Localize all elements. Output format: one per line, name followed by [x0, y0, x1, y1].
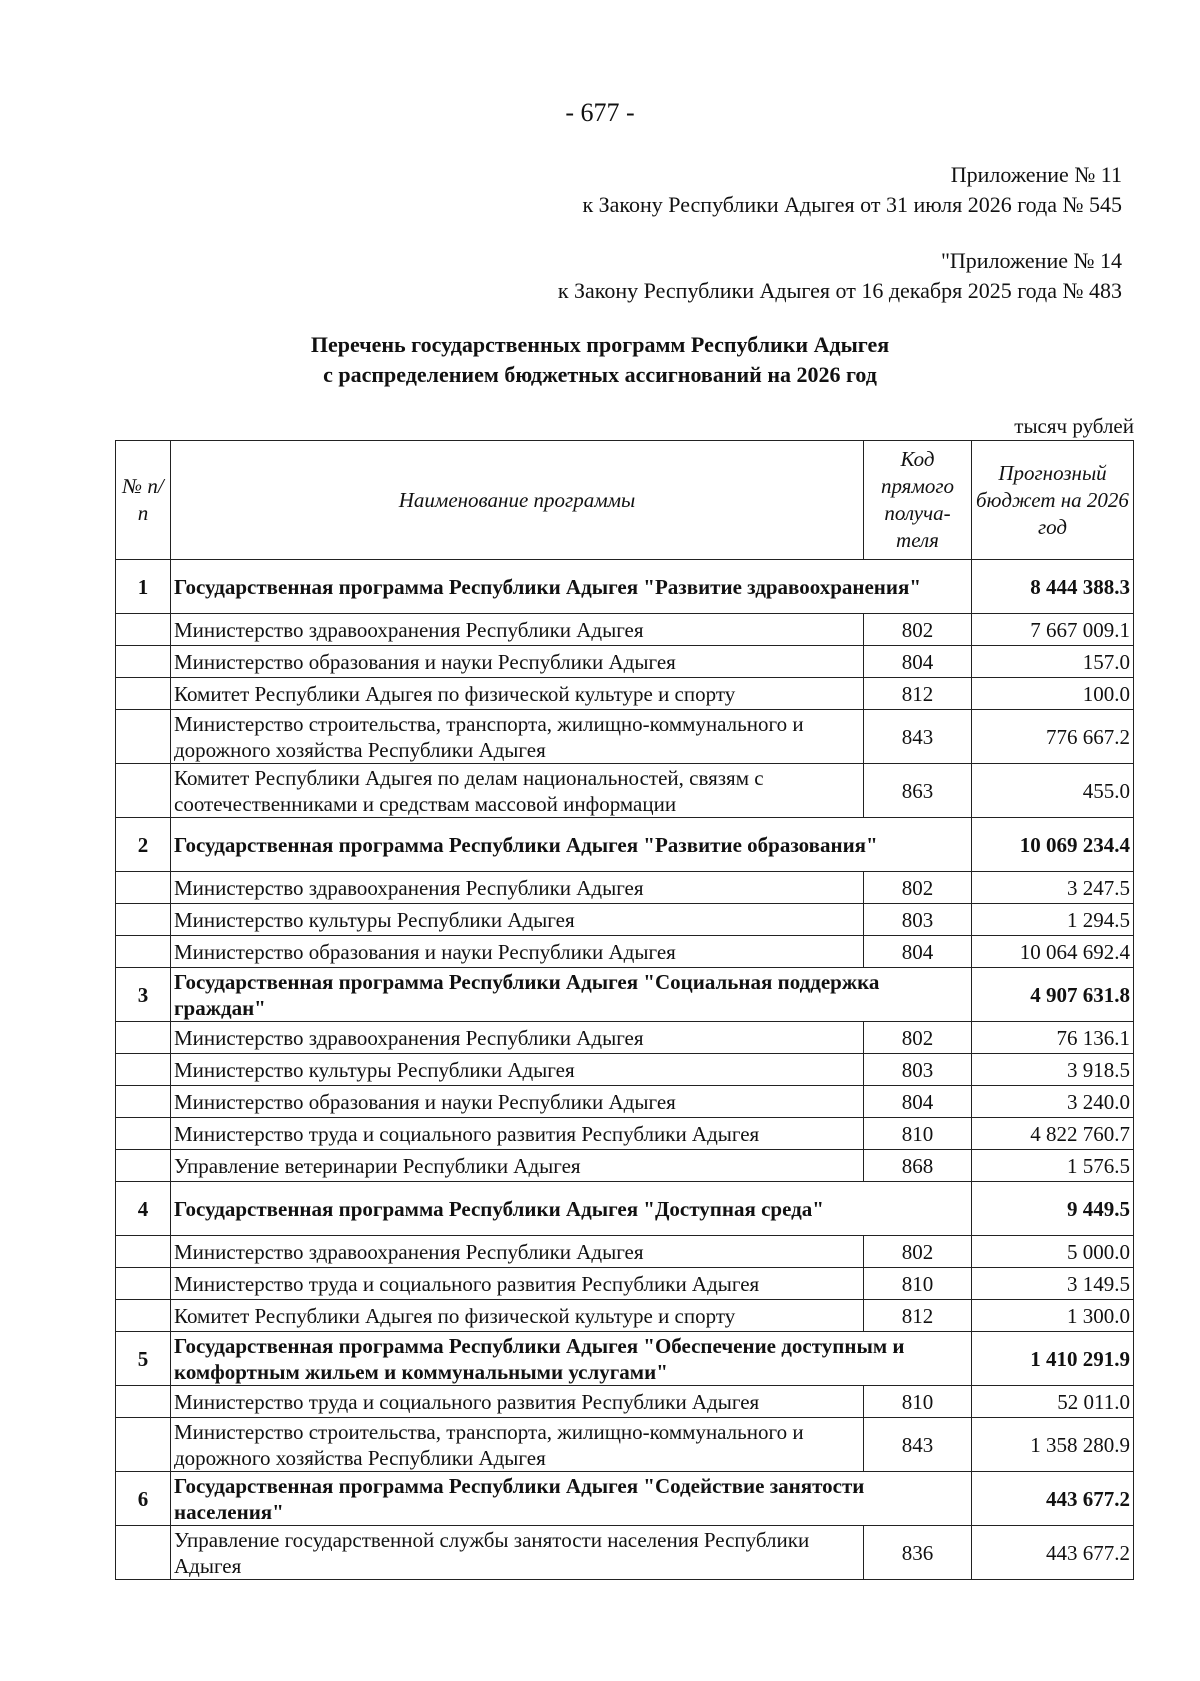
program-number: 5	[116, 1332, 171, 1386]
recipient-code: 863	[864, 764, 972, 818]
appendix-previous-line1: "Приложение № 14	[940, 248, 1122, 273]
appendix-current-line1: Приложение № 11	[950, 162, 1122, 187]
recipient-row	[116, 1526, 1134, 1580]
recipient-code: 868	[864, 1150, 972, 1182]
recipient-number	[116, 764, 171, 818]
recipient-number	[116, 1386, 171, 1418]
page-number: - 677 -	[565, 98, 635, 127]
recipient-row	[116, 1054, 1134, 1086]
recipient-amount: 7 667 009.1	[972, 614, 1134, 646]
recipient-number	[116, 646, 171, 678]
units-label: тысяч рублей	[1014, 414, 1134, 438]
recipient-name: Министерство культуры Республики Адыгея	[171, 904, 864, 936]
recipient-name: Министерство образования и науки Республики Адыгея	[171, 936, 864, 968]
recipient-amount: 5 000.0	[972, 1236, 1134, 1268]
recipient-row	[116, 678, 1134, 710]
recipient-number	[116, 1526, 171, 1580]
recipient-amount: 455.0	[972, 764, 1134, 818]
header-program-name: Наименование программы	[171, 441, 864, 560]
recipient-number	[116, 1022, 171, 1054]
recipient-amount: 4 822 760.7	[972, 1118, 1134, 1150]
program-name: Государственная программа Республики Адыгея "Обеспечение доступным и комфортным жильем и коммунальными услугами"	[171, 1332, 972, 1386]
recipient-name: Министерство строительства, транспорта, жилищно-коммунального и дорожного хозяйства Республики Адыгея	[171, 710, 864, 764]
recipient-row	[116, 646, 1134, 678]
appendix-current-line2: к Закону Республики Адыгея от 31 июля 2026 года № 545	[582, 192, 1122, 217]
recipient-amount: 3 918.5	[972, 1054, 1134, 1086]
recipient-amount: 3 247.5	[972, 872, 1134, 904]
recipient-row	[116, 904, 1134, 936]
recipient-amount: 776 667.2	[972, 710, 1134, 764]
program-number: 6	[116, 1472, 171, 1526]
appendix-previous-line2: к Закону Республики Адыгея от 16 декабря 2025 года № 483	[557, 278, 1122, 303]
program-number: 4	[116, 1182, 171, 1236]
recipient-name: Комитет Республики Адыгея по физической культуре и спорту	[171, 678, 864, 710]
appendix-current-reference	[582, 160, 1122, 220]
recipient-amount: 3 149.5	[972, 1268, 1134, 1300]
program-budget: 4 907 631.8	[972, 968, 1134, 1022]
recipient-number	[116, 614, 171, 646]
recipient-code: 802	[864, 872, 972, 904]
recipient-number	[116, 1054, 171, 1086]
recipient-amount: 3 240.0	[972, 1086, 1134, 1118]
program-budget: 10 069 234.4	[972, 818, 1134, 872]
recipient-code: 843	[864, 710, 972, 764]
recipient-code: 804	[864, 936, 972, 968]
recipient-row	[116, 1236, 1134, 1268]
recipient-number	[116, 1418, 171, 1472]
recipient-name: Министерство строительства, транспорта, жилищно-коммунального и дорожного хозяйства Республики Адыгея	[171, 1418, 864, 1472]
program-row	[116, 818, 1134, 872]
program-number: 1	[116, 560, 171, 614]
recipient-code: 804	[864, 646, 972, 678]
program-budget: 1 410 291.9	[972, 1332, 1134, 1386]
recipient-code: 803	[864, 1054, 972, 1086]
recipient-name: Комитет Республики Адыгея по физической культуре и спорту	[171, 1300, 864, 1332]
appendix-previous-reference	[558, 246, 1122, 306]
recipient-name: Министерство образования и науки Республики Адыгея	[171, 646, 864, 678]
program-budget: 9 449.5	[972, 1182, 1134, 1236]
recipient-code: 810	[864, 1268, 972, 1300]
recipient-row	[116, 764, 1134, 818]
recipient-number	[116, 678, 171, 710]
recipient-number	[116, 936, 171, 968]
program-row	[116, 968, 1134, 1022]
program-name: Государственная программа Республики Адыгея "Доступная среда"	[171, 1182, 972, 1236]
programs-table	[115, 440, 1134, 1580]
recipient-row	[116, 872, 1134, 904]
recipient-name: Министерство здравоохранения Республики Адыгея	[171, 614, 864, 646]
program-name: Государственная программа Республики Адыгея "Развитие здравоохранения"	[171, 560, 972, 614]
recipient-amount: 10 064 692.4	[972, 936, 1134, 968]
program-name: Государственная программа Республики Адыгея "Развитие образования"	[171, 818, 972, 872]
recipient-name: Министерство здравоохранения Республики Адыгея	[171, 1022, 864, 1054]
program-row	[116, 1182, 1134, 1236]
recipient-amount: 1 300.0	[972, 1300, 1134, 1332]
recipient-code: 812	[864, 1300, 972, 1332]
recipient-number	[116, 872, 171, 904]
program-number: 3	[116, 968, 171, 1022]
recipient-row	[116, 1086, 1134, 1118]
recipient-number	[116, 904, 171, 936]
recipient-number	[116, 1150, 171, 1182]
program-name: Государственная программа Республики Адыгея "Содействие занятости населения"	[171, 1472, 972, 1526]
recipient-row	[116, 1150, 1134, 1182]
recipient-number	[116, 1086, 171, 1118]
document-title	[0, 330, 1200, 390]
recipient-row	[116, 1268, 1134, 1300]
recipient-amount: 1 576.5	[972, 1150, 1134, 1182]
recipient-code: 810	[864, 1386, 972, 1418]
recipient-number	[116, 1236, 171, 1268]
table-body	[116, 560, 1134, 1580]
recipient-row	[116, 710, 1134, 764]
recipient-number	[116, 1300, 171, 1332]
program-budget: 443 677.2	[972, 1472, 1134, 1526]
document-title-line2: с распределением бюджетных ассигнований на 2026 год	[323, 362, 877, 387]
header-budget-amount: Прогнозный бюджет на 2026 год	[972, 441, 1134, 560]
recipient-amount: 157.0	[972, 646, 1134, 678]
recipient-name: Министерство труда и социального развития Республики Адыгея	[171, 1118, 864, 1150]
recipient-number	[116, 710, 171, 764]
header-recipient-code: Код прямого получа-теля	[864, 441, 972, 560]
table-header-row	[116, 441, 1134, 560]
recipient-name: Министерство культуры Республики Адыгея	[171, 1054, 864, 1086]
recipient-row	[116, 1300, 1134, 1332]
recipient-name: Комитет Республики Адыгея по делам национальностей, связям с соотечественниками и средствам массовой информации	[171, 764, 864, 818]
recipient-name: Министерство труда и социального развития Республики Адыгея	[171, 1386, 864, 1418]
recipient-row	[116, 614, 1134, 646]
recipient-code: 843	[864, 1418, 972, 1472]
recipient-name: Управление государственной службы занятости населения Республики Адыгея	[171, 1526, 864, 1580]
program-row	[116, 1472, 1134, 1526]
recipient-number	[116, 1268, 171, 1300]
header-number: № п/п	[116, 441, 171, 560]
program-row	[116, 1332, 1134, 1386]
recipient-code: 836	[864, 1526, 972, 1580]
recipient-code: 802	[864, 614, 972, 646]
recipient-row	[116, 1022, 1134, 1054]
recipient-row	[116, 936, 1134, 968]
recipient-code: 802	[864, 1022, 972, 1054]
recipient-amount: 100.0	[972, 678, 1134, 710]
recipient-name: Министерство образования и науки Республики Адыгея	[171, 1086, 864, 1118]
program-row	[116, 560, 1134, 614]
recipient-name: Министерство здравоохранения Республики Адыгея	[171, 1236, 864, 1268]
recipient-amount: 1 294.5	[972, 904, 1134, 936]
recipient-code: 803	[864, 904, 972, 936]
recipient-name: Министерство труда и социального развития Республики Адыгея	[171, 1268, 864, 1300]
program-number: 2	[116, 818, 171, 872]
recipient-name: Министерство здравоохранения Республики Адыгея	[171, 872, 864, 904]
recipient-number	[116, 1118, 171, 1150]
recipient-code: 812	[864, 678, 972, 710]
recipient-code: 810	[864, 1118, 972, 1150]
recipient-row	[116, 1386, 1134, 1418]
program-budget: 8 444 388.3	[972, 560, 1134, 614]
program-name: Государственная программа Республики Адыгея "Социальная поддержка граждан"	[171, 968, 972, 1022]
recipient-amount: 1 358 280.9	[972, 1418, 1134, 1472]
recipient-amount: 443 677.2	[972, 1526, 1134, 1580]
recipient-row	[116, 1118, 1134, 1150]
recipient-name: Управление ветеринарии Республики Адыгея	[171, 1150, 864, 1182]
recipient-code: 804	[864, 1086, 972, 1118]
recipient-amount: 76 136.1	[972, 1022, 1134, 1054]
recipient-code: 802	[864, 1236, 972, 1268]
document-title-line1: Перечень государственных программ Республики Адыгея	[310, 332, 890, 357]
recipient-row	[116, 1418, 1134, 1472]
recipient-amount: 52 011.0	[972, 1386, 1134, 1418]
